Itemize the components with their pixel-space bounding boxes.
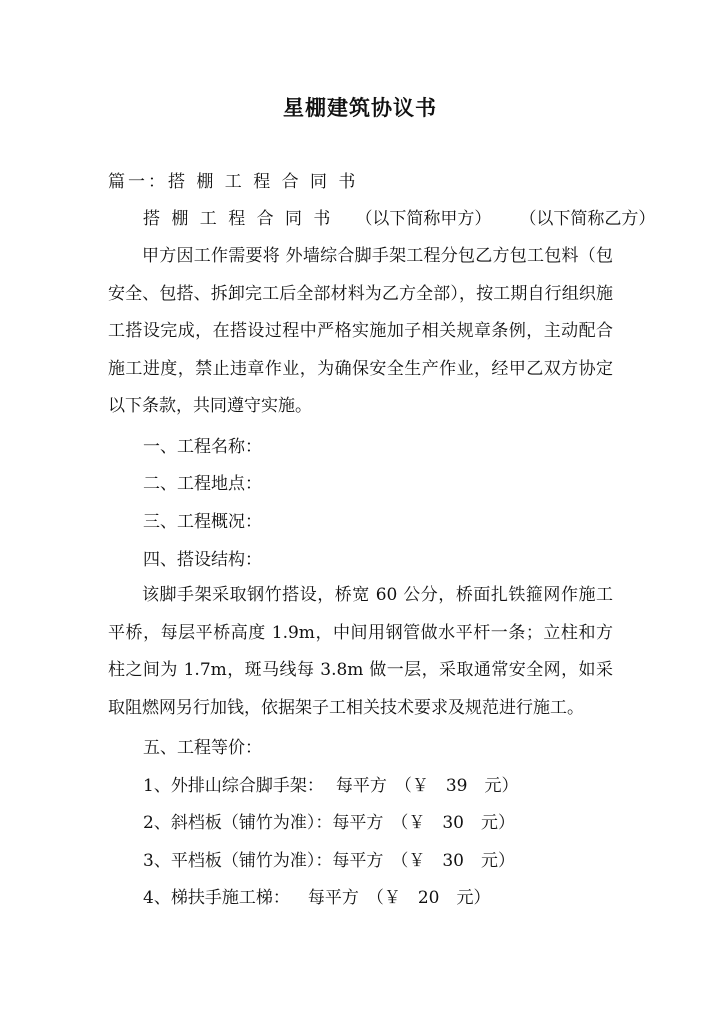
price-item: [143, 776, 518, 796]
parties-line: [143, 209, 655, 229]
price-item-label: 3、平档板（铺竹为准）：: [143, 851, 333, 871]
party-b-label: （以下简称乙方）: [519, 209, 656, 229]
price-item-label: 4、梯扶手施工梯：: [143, 888, 290, 908]
section-project-name: 一、工程名称：: [143, 437, 262, 457]
party-a-label: （以下简称甲方）: [355, 209, 492, 229]
contract-name: 搭 棚 工 程 合 同 书: [143, 209, 334, 229]
price-item-price: （￥ 39 元）: [394, 776, 519, 796]
price-item-unit: 每平方: [332, 851, 384, 871]
price-item-price: （￥ 20 元）: [366, 888, 491, 908]
section-structure: 四、搭设结构：: [143, 550, 262, 570]
price-item-unit: 每平方: [332, 813, 384, 833]
price-item: [143, 813, 515, 833]
chapter-heading: 篇一：搭 棚 工 程 合 同 书: [108, 172, 359, 192]
price-item-unit: 每平方: [307, 888, 359, 908]
structure-paragraph: 该脚手架采取钢竹搭设，桥宽 60 公分，桥面扎铁箍网作施工平桥，每层平桥高度 1.9m，中间用钢管做水平杆一条；立柱和方柱之间为 1.7m，斑马线每 3.8m 做一层，采取通常安全网，如采取阻燃网另行加钱，依据架子工相关技术要求及规范进行施工。: [108, 585, 613, 718]
price-item-price: （￥ 30 元）: [391, 813, 515, 833]
price-item-label: 1、外排山综合脚手架：: [143, 776, 324, 796]
intro-paragraph: 甲方因工作需要将 外墙综合脚手架工程分包乙方包工包料（包安全、包搭、拆卸完工后全部材料为乙方全部），按工期自行组织施工搭设完成，在搭设过程中严格实施加子相关规章条例，主动配合施工进度，禁止违章作业，为确保安全生产作业，经甲乙双方协定以下条款，共同遵守实施。: [108, 246, 613, 416]
section-project-overview: 三、工程概况：: [143, 512, 262, 532]
price-heading: 五、工程等价：: [143, 738, 262, 758]
price-item-price: （￥ 30 元）: [391, 851, 515, 871]
section-project-location: 二、工程地点：: [143, 474, 262, 494]
price-item-unit: 每平方: [335, 776, 387, 796]
price-item: [143, 851, 515, 871]
price-item: [143, 888, 490, 908]
price-item-label: 2、斜档板（铺竹为准）：: [143, 813, 333, 833]
document-title: 星棚建筑协议书: [283, 95, 437, 120]
